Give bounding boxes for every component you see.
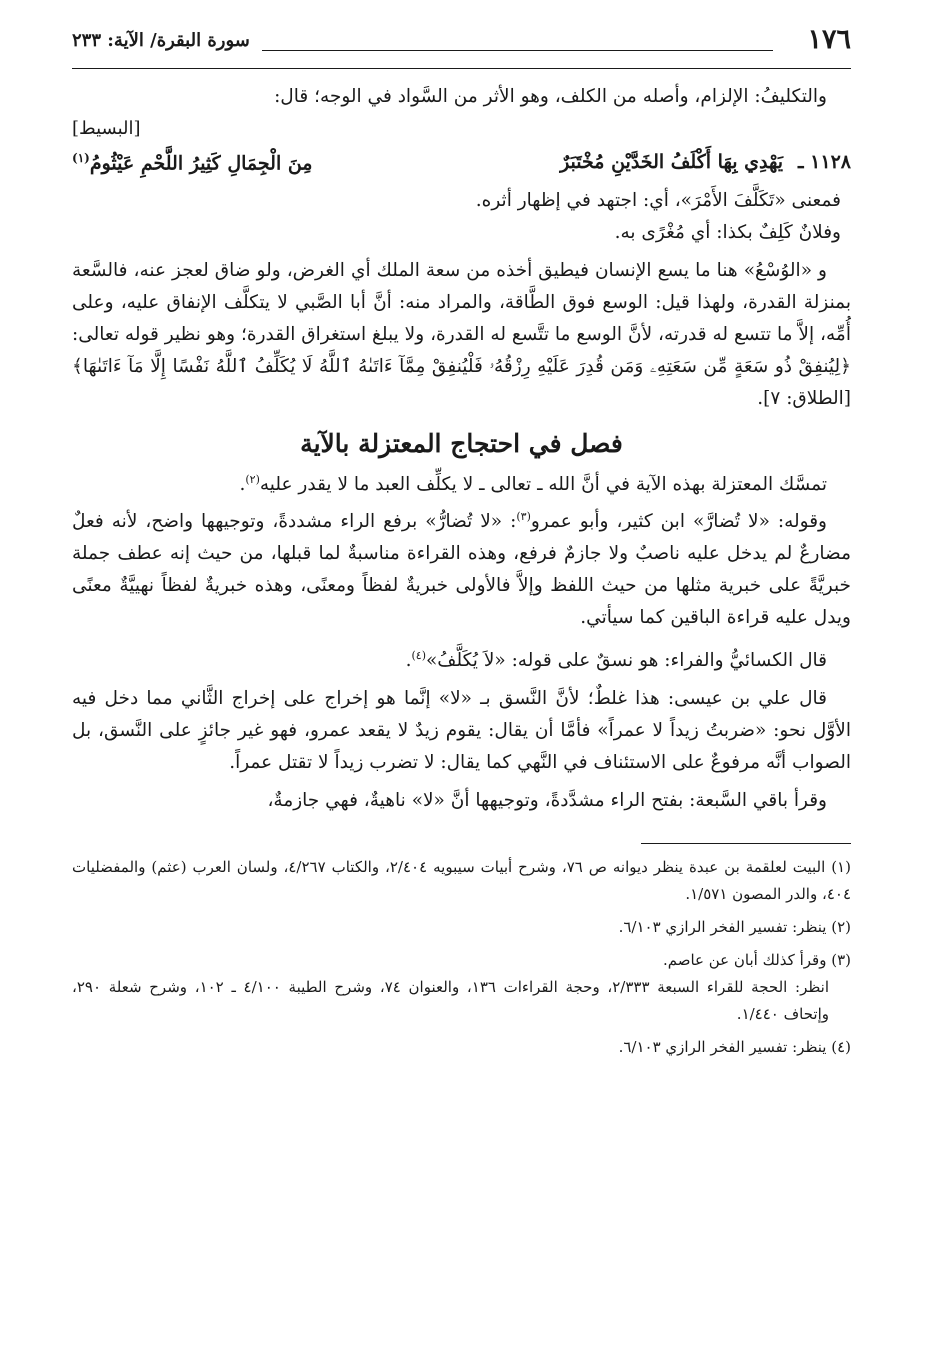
footnote-3-line-2: انظر: الحجة للقراء السبعة ٢/٣٣٣، وحجة القراءات ١٣٦، والعنوان ٧٤، وشرح الطيبة ٤/١٠٠ ـ ١٠٢، وشرح شعلة ٢٩٠، وإتحاف ١/٤٤٠. — [72, 978, 830, 1024]
verse-number: ١١٢٨ ـ — [797, 151, 851, 173]
meaning-lines — [72, 185, 851, 249]
footnote-ref-2: (٢) — [245, 473, 260, 486]
paragraph-ali-bin-isa: قال علي بن عيسى: هذا غلطٌ؛ لأنَّ النَّسق بـ «لا» إنَّما هو إخراج على إخراج الثَّاني مما دخل فيه الأوَّل نحو: «ضربتُ زيداً لا عمراً» فأمَّا أن يقال: يقوم زيدٌ لا يقعد عمرو، فهو غير جائزٍ على النَّسق، بل الصواب أنَّه مرفوعٌ على الاستئناف في النَّهي كما يقال: لا تضرب زيداً لا تقتل عمراً. — [72, 688, 851, 774]
paragraph-la-tudarr-part2: : «لا تُضارُّ» برفع الراء مشددةً، وتوجيهها واضح، لأنه فعلٌ مضارعٌ لم يدخل عليه ناصبٌ ولا جازمٌ فرفع، وهذه القراءة مناسبةٌ لما قبلها، من حيث إنه عطف جملة خبريَّةً على خبرية مثلها من حيث اللفظ وإلاَّ فالأولى خبريةٌ لفظاً ومعنًى، وهذه خبريةٌ لفظاً نهييَّةٌ معنًى ويدل عليه قراءة الباقين كما سيأتي. — [72, 511, 851, 629]
page-number: ١٧٦ — [807, 24, 851, 55]
meaning-line-1: فمعنى «تَكَلَّفَ الأَمْرَ»، أي: اجتهد في إظهار أثره. — [475, 190, 841, 211]
paragraph-kisai-end: . — [405, 650, 412, 672]
meaning-line-2: وفلانٌ كَلِفٌ بكذا: أي مُغْرًى به. — [614, 222, 841, 243]
footnote-divider — [641, 843, 851, 844]
paragraph-taklif-text: والتكليفُ: الإلزام، وأصله من الكلف، وهو الأثر من السَّواد في الوجه؛ قال: — [274, 86, 827, 107]
paragraph-mutazila-end: . — [239, 474, 246, 496]
section-title: فصل في احتجاج المعتزلة بالآية — [300, 429, 623, 458]
poetic-meter: [البسيط] — [72, 118, 141, 139]
verse-hemistich-second-wrap — [72, 151, 312, 174]
paragraph-la-tudarr-part1: وقوله: «لا تُضارَّ» ابن كثير، وأبو عمرو — [530, 511, 827, 533]
paragraph-taklif — [72, 81, 851, 145]
book-page — [72, 26, 851, 1347]
paragraph-kisai — [72, 640, 851, 677]
footnote-ref-3: (٣) — [516, 510, 531, 524]
footnote-ref-4: (٤) — [411, 649, 426, 663]
paragraph-mutazila — [72, 464, 851, 501]
paragraph-wus: و «الوُسْعُ» هنا ما يسع الإنسان فيطيق أخذه من سعة الملك أي الغرض، ولو ضاق لعجز عنه، فالسَّعة بمنزلة القدرة، ولهذا قيل: الوسع فوق الطَّاقة، والمراد منه: أنَّ أبا الصَّبي لا يتكلَّف الإنفاق عليه، وعلى أُمِّه، إلاَّ ما تتسع له قدرته، لأنَّ الوسع ما تتَّسع له القدرة، ولا يبلغ استغراق القدرة؛ وهو نظير قوله تعالى: ﴿لِيُنفِقْ ذُو سَعَةٍ مِّن سَعَتِهِۦ وَمَن قُدِرَ عَلَيْهِ رِزْقُهُۥ فَلْيُنفِقْ مِمَّآ ءَاتَىٰهُ ٱللَّهُ لَا يُكَلِّفُ ٱللَّهُ نَفْسًا إِلَّا مَآ ءَاتَىٰهَا﴾ [الطلاق: ٧]. — [72, 260, 851, 409]
footnote-ref-1: (١) — [72, 151, 90, 165]
paragraph-baqi-sabaa: وقرأ باقي السَّبعة: بفتح الراء مشدَّدةً، وتوجيهها أنَّ «لا» ناهيةٌ، فهي جازمةٌ، — [267, 790, 827, 812]
header-rule — [262, 50, 773, 51]
running-title: سورة البقرة/ الآية: ٢٣٣ — [72, 30, 250, 51]
footnote-3 — [72, 947, 851, 1028]
footnote-3-line-1: (٣) وقرأ كذلك أبان عن عاصم. — [662, 951, 851, 970]
footnote-2: (٢) ينظر: تفسير الفخر الرازي ٦/١٠٣. — [618, 918, 851, 937]
paragraph-mutazila-text: تمسَّك المعتزلة بهذه الآية في أنَّ الله ـ تعالى ـ لا يكلِّف العبد ما لا يقدر عليه — [259, 474, 827, 496]
page-header — [72, 26, 851, 62]
poetry-verse — [72, 149, 851, 185]
verse-hemistich-first: يَهْدِي بِهَا أَكْلَفُ الخَدَّيْنِ مُخْتَبَرٌ — [560, 151, 783, 173]
paragraph-kisai-text: قال الكسائيُّ والفراء: هو نسقٌ على قوله: «لاَ يُكَلَّفُ» — [425, 650, 827, 672]
verse-hemistich-second: مِنَ الْجِمَالِ كَثِيرُ اللَّحْمِ عَيْثُومُ — [89, 152, 313, 175]
footnote-4: (٤) ينظر: تفسير الفخر الرازي ٦/١٠٣. — [618, 1038, 851, 1057]
paragraph-la-tudarr — [72, 501, 851, 634]
footnote-1: (١) البيت لعلقمة بن عبدة ينظر ديوانه ص ٧٦، وشرح أبيات سيبويه ٢/٤٠٤، والكتاب ٤/٢٦٧، ولسان العرب (عثم) والمفضليات ٤٠٤، والدر المصون ١/٥٧١. — [72, 858, 851, 904]
